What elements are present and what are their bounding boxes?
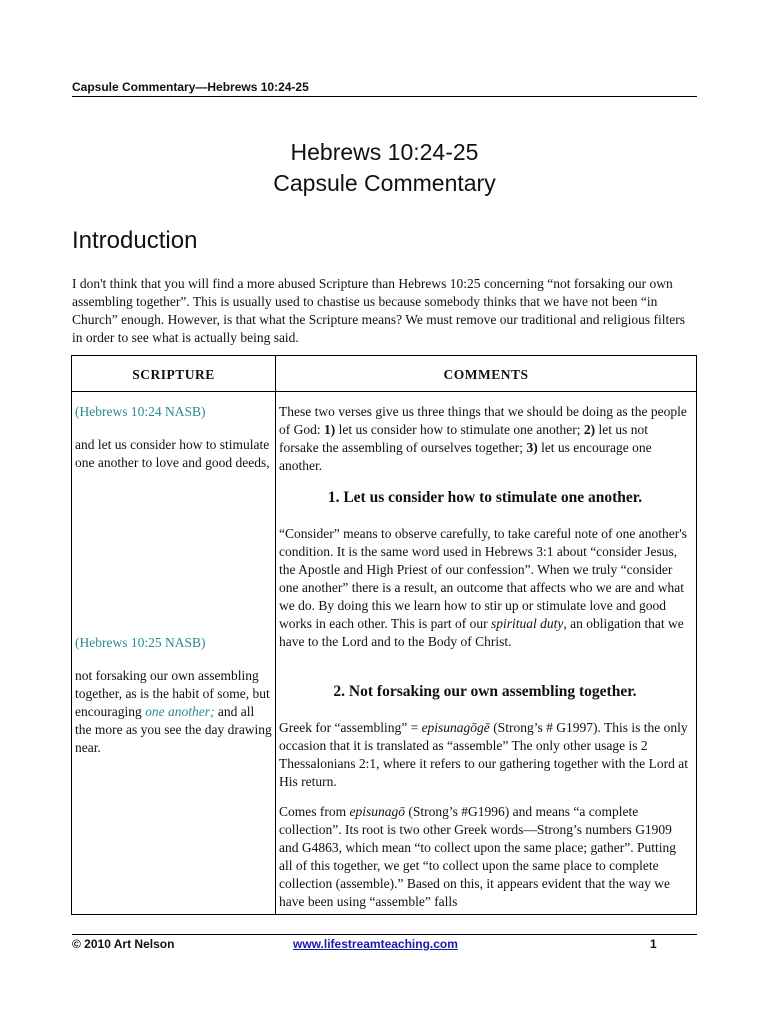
page-number: 1 bbox=[650, 937, 657, 951]
introduction-paragraph: I don't think that you will find a more abused Scripture than Hebrews 10:25 concerning “not forsaking our own assembling together”. This is usually used to chastise us because somebody thinks that we have not been “in Church” enough. However, is that what the Scripture means? We must remove our traditional and religious filters in order to see what is actually being said. bbox=[72, 276, 685, 345]
scripture-text-emphasis: one another; bbox=[145, 704, 215, 719]
scripture-ref-hebrews-10-25: (Hebrews 10:25 NASB) bbox=[75, 635, 206, 650]
comments-consider-paragraph bbox=[279, 525, 691, 651]
column-divider bbox=[275, 356, 276, 914]
comments-overview-paragraph bbox=[279, 403, 691, 475]
title-line-2: Capsule Commentary bbox=[273, 170, 496, 196]
text-run: let us not forsake the assembling of ourselves together; bbox=[279, 422, 648, 455]
header-row-divider bbox=[72, 391, 696, 392]
point-number: 3) bbox=[526, 440, 538, 455]
title-line-1: Hebrews 10:24-25 bbox=[290, 139, 479, 165]
greek-term: episunagōgē bbox=[421, 720, 490, 735]
footer-copyright: © 2010 Art Nelson bbox=[72, 937, 175, 951]
scripture-text-part: not forsaking our own assembling together, as is the habit of some, but encouraging bbox=[75, 668, 270, 719]
comments-assembling-paragraph bbox=[279, 719, 691, 791]
text-run: let us encourage one another. bbox=[279, 440, 652, 473]
footer-website-link[interactable]: www.lifestreamteaching.com bbox=[293, 937, 458, 951]
scripture-ref-hebrews-10-24: (Hebrews 10:24 NASB) bbox=[75, 404, 206, 419]
introduction-heading: Introduction bbox=[72, 227, 198, 254]
scripture-text-hebrews-10-25 bbox=[75, 667, 273, 757]
footer-rule bbox=[72, 934, 697, 935]
scripture-text-hebrews-10-24: and let us consider how to stimulate one another to love and good deeds, bbox=[75, 437, 270, 470]
text-run: (Strong’s # G1997). This is the only occasion that it is translated as “assemble” The only other usage is 2 Thessalonians 2:1, where it refers to our gathering together with the Lord at His return. bbox=[279, 720, 689, 789]
running-header: Capsule Commentary—Hebrews 10:24-25 bbox=[72, 80, 697, 97]
text-run: Greek for “assembling” = bbox=[279, 720, 422, 735]
text-run: (Strong’s #G1996) and means “a complete collection”. Its root is two other Greek words—Strong’s numbers G1909 and G4863, which mean “to collect upon the same place; gather”. Putting all of this together, we get “to collect upon the same place to complete collection (assemble).” Based on this, it appears evident that the way we have been using “assemble” falls bbox=[279, 804, 677, 909]
text-emphasis: spiritual duty bbox=[490, 616, 564, 631]
text-run: “Consider” means to observe carefully, to take careful note of one another's condition. It is the same word used in Hebrews 3:1 about “consider Jesus, the Apostle and High Priest of our confession”. When we truly “consider one another” there is a result, an outcome that affects who we are and what we do. By doing this we learn how to stir up or stimulate love and good works in each other. This is part of our bbox=[279, 526, 687, 631]
scripture-text-part: and all the more as you see the day drawing near. bbox=[75, 704, 272, 755]
point-number: 2) bbox=[583, 422, 596, 437]
point-number: 1) bbox=[324, 422, 336, 437]
comments-subheading-1: 1. Let us consider how to stimulate one another. bbox=[327, 489, 643, 506]
greek-term: episunagō bbox=[349, 804, 405, 819]
text-run: let us consider how to stimulate one another; bbox=[335, 422, 584, 437]
scripture-column-header: SCRIPTURE bbox=[132, 367, 215, 382]
text-run: Comes from bbox=[279, 804, 350, 819]
comments-column-header: COMMENTS bbox=[443, 367, 529, 382]
text-run: , an obligation that we have to the Lord and to the Body of Christ. bbox=[279, 616, 684, 649]
text-run: These two verses give us three things that we should be doing as the people of God: bbox=[279, 404, 687, 437]
commentary-table bbox=[71, 355, 697, 915]
comments-root-paragraph bbox=[279, 803, 691, 911]
comments-subheading-2: 2. Not forsaking our own assembling together. bbox=[333, 683, 637, 700]
document-title bbox=[72, 137, 697, 199]
